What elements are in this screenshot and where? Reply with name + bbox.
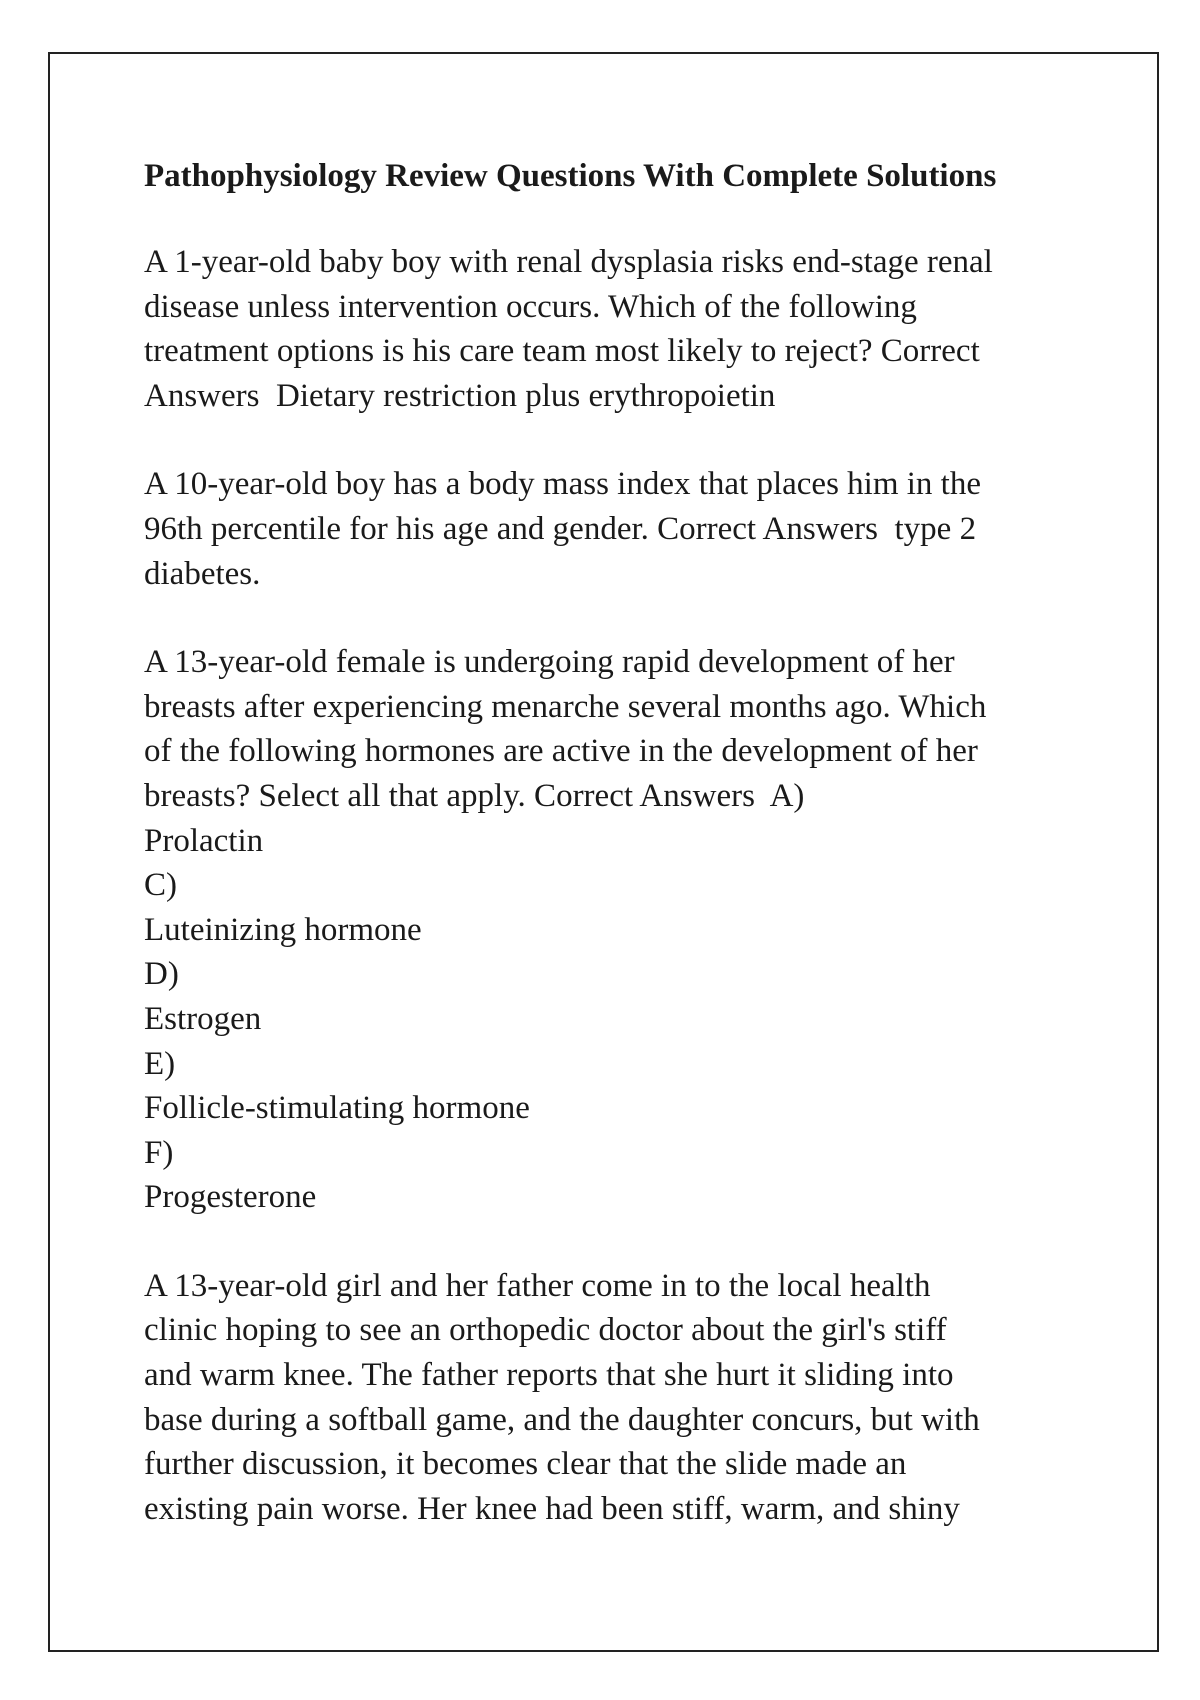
text-line: A 1-year-old baby boy with renal dysplasia risks end-stage renal xyxy=(144,244,993,280)
text-line: F) xyxy=(144,1134,174,1171)
text-line: breasts? Select all that apply. Correct Answers A) xyxy=(144,777,805,814)
text-line: A 13-year-old girl and her father come in to the local health xyxy=(144,1267,931,1304)
text-line: A 13-year-old female is undergoing rapid development of her xyxy=(144,644,955,681)
question-block xyxy=(144,462,1084,596)
text-line: A 10-year-old boy has a body mass index that places him in the xyxy=(144,466,981,503)
text-line: Prolactin xyxy=(144,822,264,859)
question-list xyxy=(144,240,1084,1531)
question-block xyxy=(144,1264,1084,1532)
text-line: Luteinizing hormone xyxy=(144,911,422,948)
document-title: Pathophysiology Review Questions With Complete Solutions xyxy=(144,158,997,194)
question-block xyxy=(144,640,1084,1220)
text-line: C) xyxy=(144,867,177,904)
text-line: breasts after experiencing menarche several months ago. Which xyxy=(144,688,987,725)
question-block xyxy=(144,240,1084,418)
text-line: treatment options is his care team most likely to reject? Correct xyxy=(144,333,980,370)
text-line: and warm knee. The father reports that she hurt it sliding into xyxy=(144,1357,954,1394)
text-line: of the following hormones are active in the development of her xyxy=(144,733,978,770)
text-line: existing pain worse. Her knee had been stiff, warm, and shiny xyxy=(144,1490,960,1527)
text-line: Answers Dietary restriction plus erythropoietin xyxy=(144,377,776,414)
text-line: further discussion, it becomes clear that the slide made an xyxy=(144,1446,907,1483)
text-line: 96th percentile for his age and gender. Correct Answers type 2 xyxy=(144,510,977,547)
text-line: E) xyxy=(144,1045,176,1082)
text-line: Estrogen xyxy=(144,1000,262,1037)
document-content xyxy=(144,154,1084,1575)
text-line: disease unless intervention occurs. Which of the following xyxy=(144,288,917,325)
text-line: base during a softball game, and the daughter concurs, but with xyxy=(144,1401,980,1438)
text-line: Follicle-stimulating hormone xyxy=(144,1090,530,1127)
text-line: clinic hoping to see an orthopedic doctor about the girl's stiff xyxy=(144,1312,947,1349)
text-line: diabetes. xyxy=(144,555,261,592)
text-line: Progesterone xyxy=(144,1179,317,1216)
text-line: D) xyxy=(144,956,179,993)
document-page xyxy=(48,52,1159,1652)
